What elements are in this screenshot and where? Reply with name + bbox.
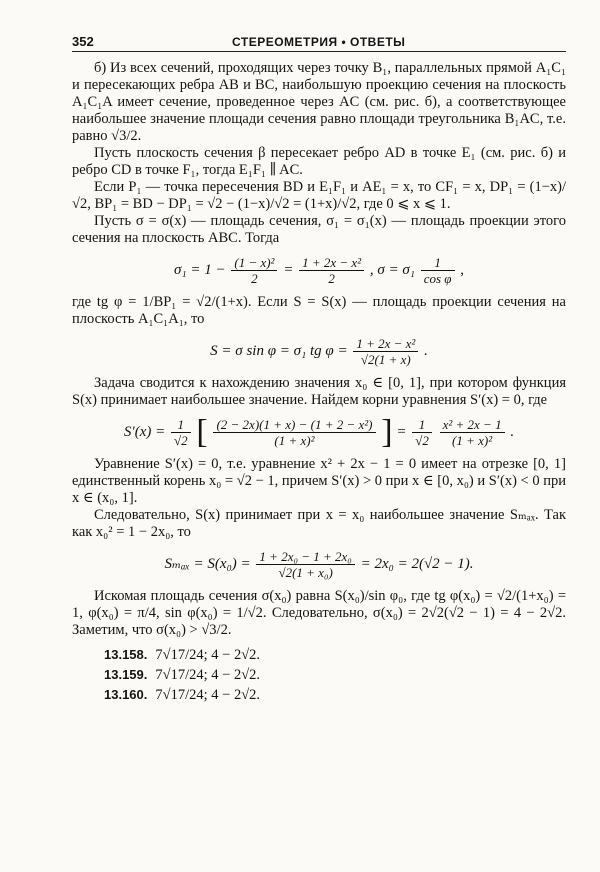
paragraph-5: где tg φ = 1/BP₁ = √2/(1+x). Если S = S(x) — площадь проекции сечения на плоскость A₁C₁A₁, то [72,294,566,327]
answer-value: 7√17/24; 4 − 2√2. [155,687,261,703]
paragraph-3: Если P₁ — точка пересечения BD и E₁F₁ и AE₁ = x, то CF₁ = x, DP₁ = (1−x)/√2, BP₁ = BD − DP₁ = √2 − (1−x)/√2 = (1+x)/√2, где 0 ⩽ x ⩽ 1. [72,179,566,212]
paragraph-1: б) Из всех сечений, проходящих через точку B₁, параллельных прямой A₁C₁ и пересекающих ребра AB и BC, наибольшую проекцию сечения на плоскость A₁C₁A имеет сечение, проведенное через AC (см. рис. б), а соответствующее наибольшее значение площади сечения равно площади треугольника B₁AC, т.е. равно √3/2. [72,60,566,144]
fraction: $\frac{\text{(2 − 2x)(1 + x) − (1 + 2 − x²)}}{\text{(1 + x)²}}$ [213,417,375,448]
page-header [72,34,566,52]
answer-line [104,685,566,705]
equation-s: S = σ sin φ = σ₁ tg φ = $\frac{\text{1 + 2x − x²}}{√2(1 + x)}$ . [210,336,428,367]
fraction: $\frac{1}{√2}$ [412,417,432,448]
fraction: $\frac{\text{(1 − x)²}}{2}$ [231,255,277,286]
fraction: $\frac{1}{√2}$ [171,417,191,448]
fraction: $\frac{\text{1 + 2x₀ − 1 + 2x₀}}{\text{√2(1 + x₀)}}$ [256,549,354,580]
paragraph-8: Следовательно, S(x) принимает при x = x₀ наибольшее значение Sₘₐₓ. Так как x₀² = 1 − 2x₀, то [72,507,566,540]
answer-number: 13.158. [104,647,148,662]
fraction: $\frac{\text{1 + 2x − x²}}{2}$ [299,255,364,286]
equation-smax: Sₘₐₓ = S(x₀) = $\frac{\text{1 + 2x₀ − 1 + 2x₀}}{\text{√2(1 + x₀)}}$ = 2x₀ = 2(√2 − 1). [164,549,474,580]
paragraph-6: Задача сводится к нахождению значения x₀ ∈ [0, 1], при котором функция S(x) принимает наибольшее значение. Найдем корни уравнения S′(x) = 0, где [72,375,566,408]
answer-line [104,665,566,685]
page-number: 352 [72,34,94,49]
answer-value: 7√17/24; 4 − 2√2. [155,647,261,663]
fraction: $\frac{\text{x² + 2x − 1}}{\text{(1 + x)²}}$ [440,417,505,448]
fraction: $\frac{1}{\text{cos φ}}$ [421,255,455,286]
paragraph-7: Уравнение S′(x) = 0, т.е. уравнение x² + 2x − 1 = 0 имеет на отрезке [0, 1] единственный корень x₀ = √2 − 1, причем S′(x) > 0 при x ∈ [0, x₀) и S′(x) < 0 при x ∈ (x₀, 1]. [72,456,566,506]
answer-number: 13.160. [104,687,148,702]
answer-number: 13.159. [104,667,148,682]
fraction: $\frac{\text{1 + 2x − x²}}{√2(1 + x)}$ [353,336,418,367]
equation-sigma: σ₁ = 1 − $\frac{\text{(1 − x)²}}{2}$ = $\frac{\text{1 + 2x − x²}}{2}$ , σ = σ₁ $\frac{1}{\text{cos φ}}$ , [174,255,464,286]
equation-derivative: S′(x) = $\frac{1}{√2}$ [ $\frac{\text{(2 − 2x)(1 + x) − (1 + 2 − x²)}}{\text{(1 + x)²}}$ ] = $\frac{1}{√2}$ $\frac{\text{x² + 2x − 1}}{\text{(1 + x)²}}$ . [123,413,515,451]
answer-value: 7√17/24; 4 − 2√2. [155,667,261,683]
paragraph-4: Пусть σ = σ(x) — площадь сечения, σ₁ = σ₁(x) — площадь проекции этого сечения на плоскость ABC. Тогда [72,213,566,246]
answer-line [104,645,566,665]
paragraph-9: Искомая площадь сечения σ(x₀) равна S(x₀)/sin φ₀, где tg φ(x₀) = √2/(1+x₀) = 1, φ(x₀) = π/4, sin φ(x₀) = 1/√2. Следовательно, σ(x₀) = 2√2(√2 − 1) = 4 − 2√2. Заметим, что σ(x₀) > √3/2. [72,588,566,638]
running-head: СТЕРЕОМЕТРИЯ • ОТВЕТЫ [232,35,406,49]
paragraph-2: Пусть плоскость сечения β пересекает ребро AD в точке E₁ (см. рис. б) и ребро CD в точке F₁, тогда E₁F₁ ∥ AC. [72,145,566,178]
